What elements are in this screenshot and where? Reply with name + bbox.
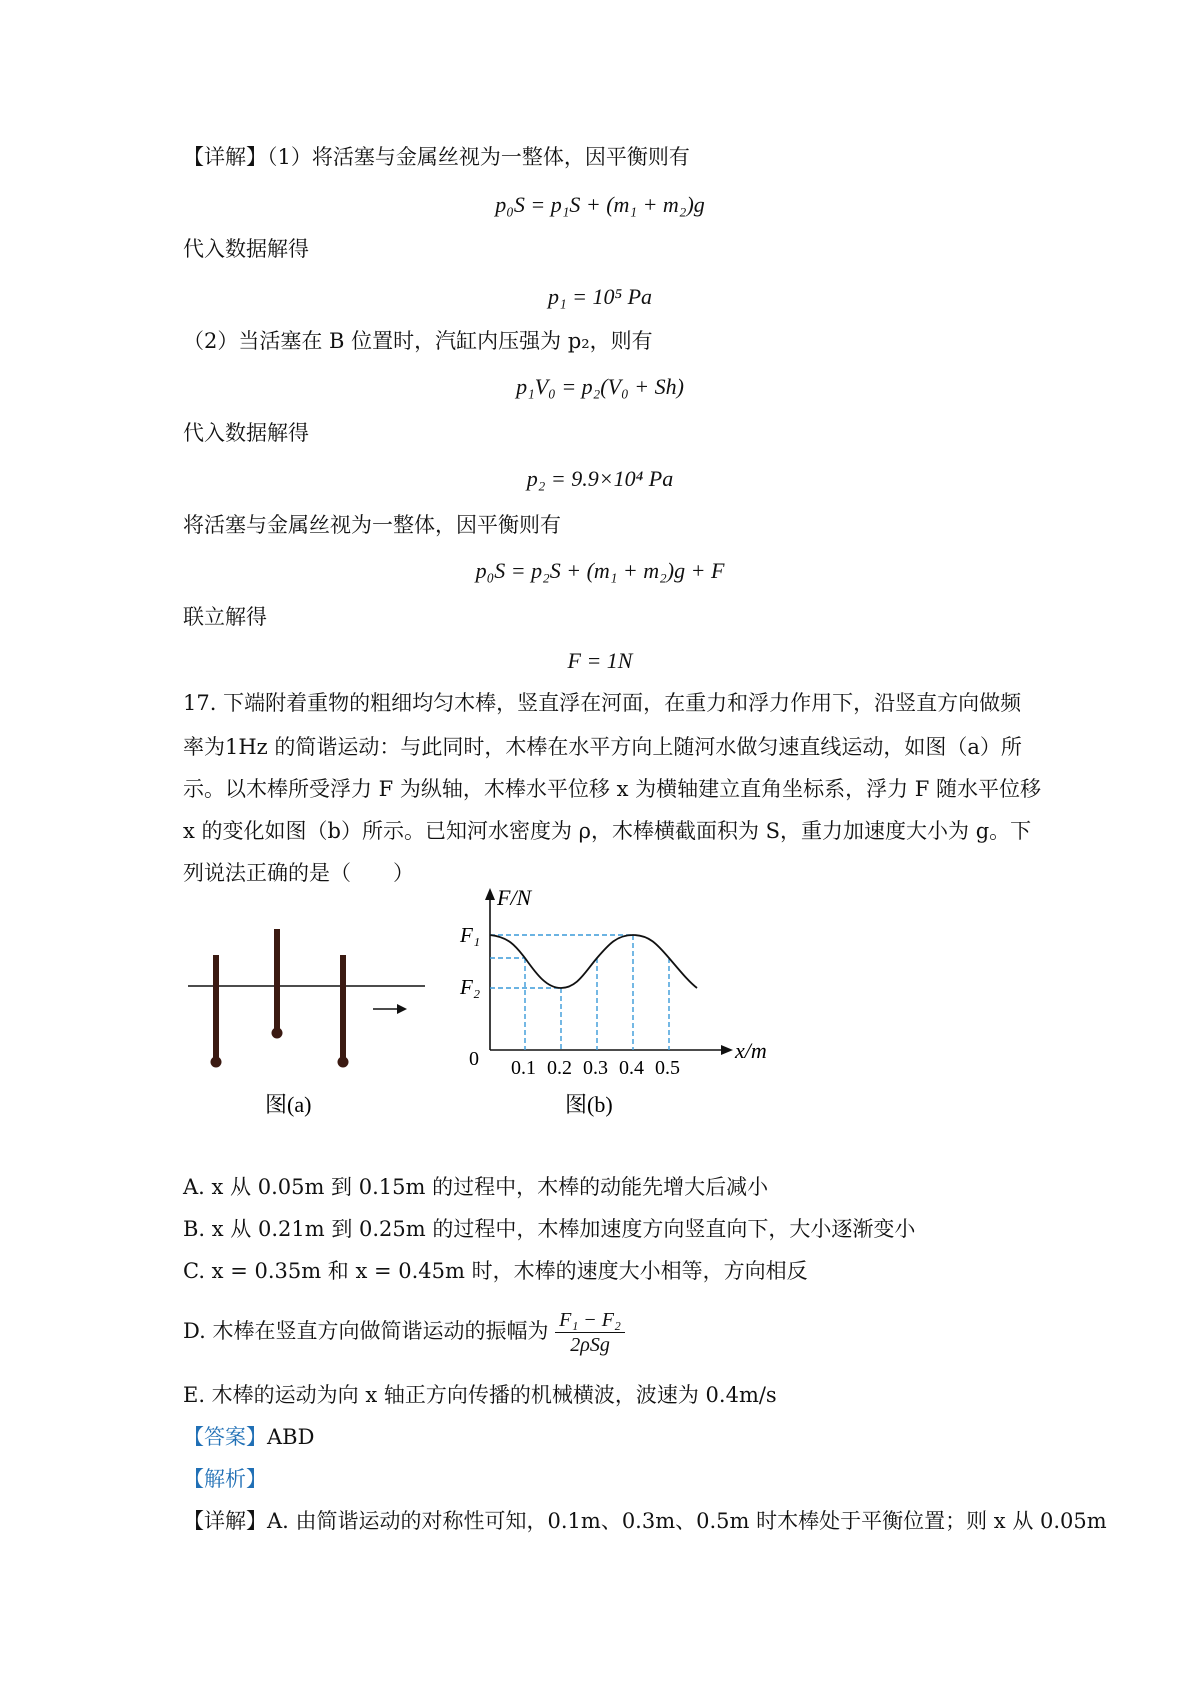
force-curve xyxy=(490,935,697,988)
y-axis-label: F/N xyxy=(497,885,532,910)
equation-4: p₂ = 9.9×10⁴ Pa xyxy=(526,466,674,491)
question-line-4: x 的变化如图（b）所示。已知河水密度为 ρ，木棒横截面积为 S，重力加速度大小为 g。下 xyxy=(183,819,1032,843)
x-axis-arrow xyxy=(721,1045,733,1055)
option-c: C. x = 0.35m 和 x = 0.45m 时，木棒的速度大小相等，方向相反 xyxy=(183,1259,808,1283)
part2-text: （2）当活塞在 B 位置时，汽缸内压强为 p₂，则有 xyxy=(183,329,653,353)
figure-b xyxy=(455,880,775,1120)
stick-1-weight xyxy=(211,1057,222,1068)
origin-label: 0 xyxy=(469,1048,479,1070)
option-d xyxy=(183,1308,625,1357)
answer-value: ABD xyxy=(267,1425,315,1449)
flow-arrow-head xyxy=(397,1004,407,1014)
tick-01: 0.1 xyxy=(511,1057,536,1079)
detail-line-1 xyxy=(183,142,690,172)
detail-a-line xyxy=(183,1506,1107,1536)
amplitude-fraction xyxy=(555,1308,625,1357)
answer-label: 【答案】 xyxy=(183,1425,267,1449)
option-a: A. x 从 0.05m 到 0.15m 的过程中，木棒的动能先增大后减小 xyxy=(183,1175,769,1199)
x-axis-label: x/m xyxy=(735,1038,767,1063)
combine-text: 联立解得 xyxy=(183,605,267,629)
equation-5: p₀S = p₂S + (m₁ + m₂)g + F xyxy=(475,558,725,583)
balance-text-2: 将活塞与金属丝视为一整体，因平衡则有 xyxy=(183,513,561,537)
figure-a xyxy=(185,925,435,1125)
equation-1: p₀S = p₁S + (m₁ + m₂)g xyxy=(495,192,705,217)
equation-6: F = 1N xyxy=(567,648,633,673)
option-e: E. 木棒的运动为向 x 轴正方向传播的机械横波，波速为 0.4m/s xyxy=(183,1383,777,1407)
detail-label: 【详解】 xyxy=(183,145,267,169)
equation-3: p₁V₀ = p₂(V₀ + Sh) xyxy=(516,374,684,399)
substitute-text-2: 代入数据解得 xyxy=(183,421,309,445)
substitute-text-1: 代入数据解得 xyxy=(183,237,309,261)
y-axis-arrow xyxy=(485,888,495,900)
tick-05: 0.5 xyxy=(655,1057,680,1079)
f2-label: F₂ xyxy=(460,975,481,999)
option-d-text: D. 木棒在竖直方向做简谐运动的振幅为 xyxy=(183,1319,549,1343)
fraction-numerator: F₁ − F₂ xyxy=(555,1308,625,1333)
fraction-denominator: 2ρSg xyxy=(570,1334,610,1356)
stick-3-weight xyxy=(338,1057,349,1068)
question-line-5: 列说法正确的是（ ） xyxy=(183,861,414,885)
question-line-3: 示。以木棒所受浮力 F 为纵轴，木棒水平位移 x 为横轴建立直角坐标系，浮力 F 随水平位移 xyxy=(183,777,1042,801)
tick-03: 0.3 xyxy=(583,1057,608,1079)
detail-a-text: A. 由简谐运动的对称性可知，0.1m、0.3m、0.5m 时木棒处于平衡位置；则 x 从 0.05m xyxy=(267,1509,1107,1533)
equation-2: p₁ = 10⁵ Pa xyxy=(547,284,653,309)
question-line-2: 率为1Hz 的简谐运动：与此同时，木棒在水平方向上随河水做匀速直线运动，如图（a）所 xyxy=(183,735,1022,759)
tick-04: 0.4 xyxy=(619,1057,644,1079)
detail-text: （1）将活塞与金属丝视为一整体，因平衡则有 xyxy=(267,145,690,169)
f1-label: F₁ xyxy=(460,923,481,947)
detail-a-label: 【详解】 xyxy=(183,1509,267,1533)
stick-2-weight xyxy=(272,1028,283,1039)
tick-02: 0.2 xyxy=(547,1057,572,1079)
option-b: B. x 从 0.21m 到 0.25m 的过程中，木棒加速度方向竖直向下，大小逐渐变小 xyxy=(183,1217,916,1241)
analysis-label: 【解析】 xyxy=(183,1467,267,1491)
answer-line xyxy=(183,1422,314,1452)
figure-a-caption: 图(a) xyxy=(265,1092,312,1117)
question-line-1: 17. 下端附着重物的粗细均匀木棒，竖直浮在河面，在重力和浮力作用下，沿竖直方向做频 xyxy=(183,691,1022,715)
figure-b-caption: 图(b) xyxy=(565,1092,613,1117)
